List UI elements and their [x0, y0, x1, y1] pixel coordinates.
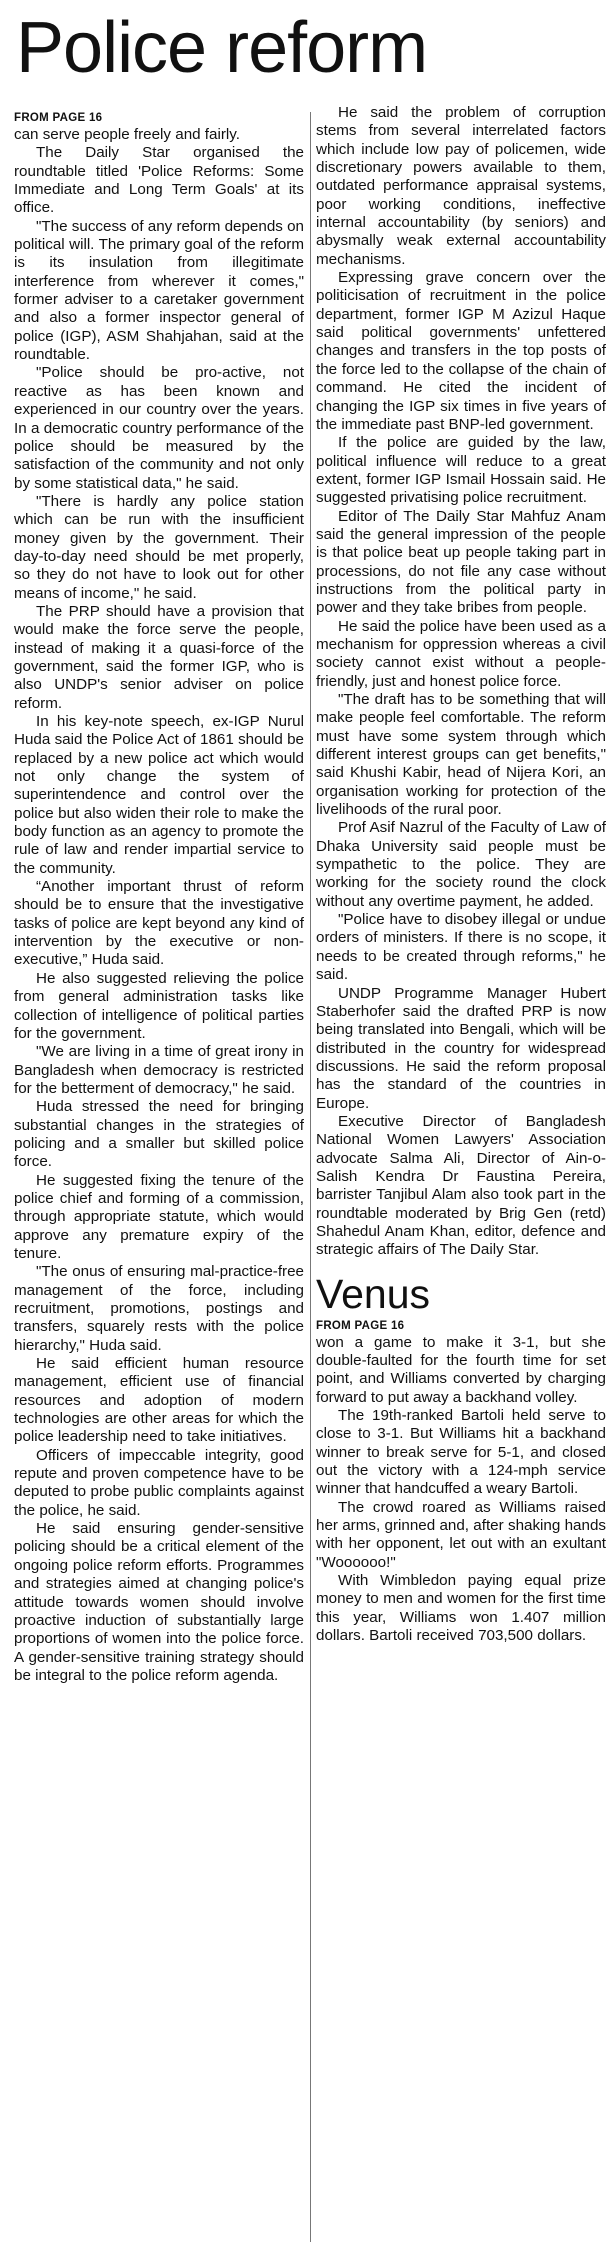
article-paragraph: Executive Director of Bangladesh National Women Lawyers' Association advocate Salma Ali, Director of Ain-o-Salish Kendra Dr Faustina Pereira, barrister Tanjibul Alam also took part in the roundtable moderated by Brig Gen (retd) Shahedul Anam Khan, editor, defence and strategic affairs of The Daily Star. [316, 1112, 606, 1259]
article-paragraph: "The success of any reform depends on political will. The primary goal of the reform is its insulation from illegitimate interference from wherever it comes," former adviser to a caretaker government and also a former inspector general of police (IGP), ASM Shahjahan, said at the roundtable. [14, 217, 304, 364]
continued-from-label: FROM PAGE 16 [14, 112, 103, 124]
article-paragraph: If the police are guided by the law, political influence will reduce to a great extent, former IGP Ismail Hossain said. He suggested privatising police recruitment. [316, 434, 606, 507]
venus-paragraph: The 19th-ranked Bartoli held serve to close to 3-1. But Williams hit a backhand winner to break serve for 5-1, and closed out the victory with a 124-mph service winner that handcuffed a weary Bartoli. [316, 1407, 606, 1498]
newspaper-page [14, 0, 607, 2257]
article-paragraph: UNDP Programme Manager Hubert Staberhofer said the drafted PRP is now being translated into Bengali, which will be distributed in the country for widespread discussions. He said the reform proposal has the standard of the countries in Europe. [316, 984, 606, 1112]
venus-paragraph: The crowd roared as Williams raised her arms, grinned and, after shaking hands with her opponent, let out with an exultant "Woooooo!" [316, 1498, 606, 1571]
article-paragraph: "Police have to disobey illegal or undue orders of ministers. If there is no scope, it needs to be created through reforms," he said. [316, 911, 606, 984]
column-divider [310, 112, 311, 2242]
article-paragraph: He said ensuring gender-sensitive policing should be a critical element of the ongoing police reform efforts. Programmes and strategies aimed at changing police's attitude towards women should involve proactive induction of substantially large proportions of women into the police force. A gender-sensitive training strategy should be integral to the police reform agenda. [14, 1520, 304, 1684]
article-paragraph: He said the police have been used as a mechanism for oppression whereas a civil society cannot exist without a people-friendly, just and honest police force. [316, 617, 606, 690]
article-paragraph: He suggested fixing the tenure of the police chief and forming of a commission, through appropriate statute, which would approve any premature expiry of the tenure. [14, 1171, 304, 1262]
right-column [316, 104, 606, 1646]
article-paragraph: Expressing grave concern over the politicisation of recruitment in the police department, former IGP M Azizul Haque said political governments' unfettered changes and transfers in the top posts of the force led to the collapse of the chain of command. He cited the incident of changing the IGP six times in five years of the immediate past BNP-led government. [316, 269, 606, 433]
article-paragraph: He said the problem of corruption stems from several interrelated factors which include low pay of policemen, wide discretionary powers available to them, outdated performance appraisal systems, poor working conditions, ineffective internal accountability (by seniors) and abysmally weak external accountability mechanisms. [316, 104, 606, 268]
article-paragraph: “Another important thrust of reform should be to ensure that the investigative tasks of police are kept beyond any kind of intervention by the executive or non-executive,” Huda said. [14, 878, 304, 969]
venus-continued-from-label: FROM PAGE 16 [316, 1319, 405, 1332]
article-paragraph: He also suggested relieving the police from general administration tasks like collection of intelligence of political parties for the government. [14, 969, 304, 1042]
article-paragraph: The PRP should have a provision that would make the force serve the people, instead of making it a quasi-force of the government, said the former IGP, who is also UNDP's senior adviser on police reform. [14, 602, 304, 712]
article-paragraph: Editor of The Daily Star Mahfuz Anam said the general impression of the people is that police beat up people taking part in processions, do not file any case without instructions from the political party in power and they take bribes from people. [316, 507, 606, 617]
venus-paragraph: won a game to make it 3-1, but she double-faulted for the fourth time for set point, and Williams converted by charging forward to put away a backhand volley. [316, 1333, 606, 1406]
article-paragraph: He said efficient human resource management, efficient use of financial resources and adoption of modern technologies are other areas for which the police leadership need to take initiatives. [14, 1355, 304, 1446]
article-paragraph: "The draft has to be something that will make people feel comfortable. The reform must have some system through which different interest groups can get benefits," said Khushi Kabir, head of Nijera Kori, an organisation working for protection of the livelihoods of the rural poor. [316, 691, 606, 819]
article-paragraph: "There is hardly any police station which can be run with the insufficient money given by the government. Their day-to-day need should be met properly, so they do not have to look out for other means of income," he said. [14, 492, 304, 602]
article-paragraph: "We are living in a time of great irony in Bangladesh when democracy is restricted for the betterment of democracy," he said. [14, 1043, 304, 1097]
venus-paragraph: With Wimbledon paying equal prize money to men and women for the first time this year, Williams won 1.407 million dollars. Bartoli received 703,500 dollars. [316, 1572, 606, 1645]
article-paragraph: Officers of impeccable integrity, good repute and proven competence have to be deputed to probe public complaints against the police, he said. [14, 1446, 304, 1519]
article-paragraph: "The onus of ensuring mal-practice-free management of the force, including recruitment, promotions, postings and transfers, squarely rests with the police hierarchy," Huda said. [14, 1263, 304, 1354]
venus-headline: Venus [316, 1270, 430, 1317]
article-paragraph: In his key-note speech, ex-IGP Nurul Huda said the Police Act of 1861 should be replaced by a new police act which would not only change the system of superintendence and control over the police but also widen their role to make the body function as an agency to promote the rule of law and render impartial service to the community. [14, 713, 304, 877]
article-headline: Police reform [16, 8, 428, 88]
left-column [14, 110, 304, 1685]
article-paragraph: "Police should be pro-active, not reactive as has been known and experienced in our country over the years. In a democratic country performance of the police should be measured by the satisfaction of the community and not only by some statistical data," he said. [14, 364, 304, 492]
article-columns [14, 104, 607, 2250]
article-paragraph: can serve people freely and fairly. [14, 126, 240, 143]
article-paragraph: Huda stressed the need for bringing substantial changes in the strategies of policing and a smaller but skilled police force. [14, 1098, 304, 1171]
article-paragraph: The Daily Star organised the roundtable titled 'Police Reforms: Some Immediate and Long Term Goals' at its office. [14, 144, 304, 217]
article-paragraph: Prof Asif Nazrul of the Faculty of Law of Dhaka University said people must be sympathetic to the police. They are working for the society round the clock without any overtime payment, he added. [316, 819, 606, 910]
